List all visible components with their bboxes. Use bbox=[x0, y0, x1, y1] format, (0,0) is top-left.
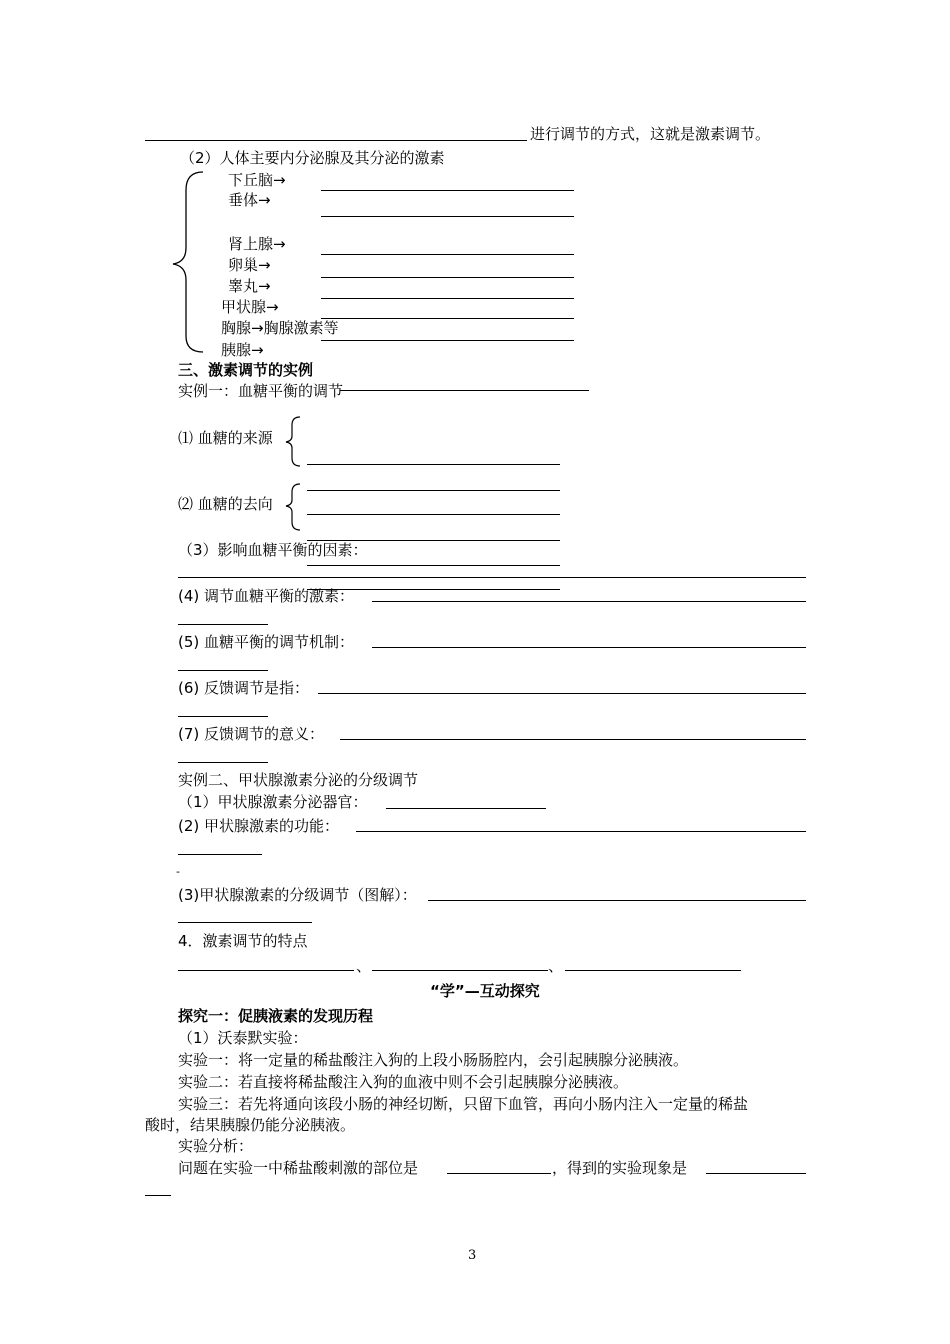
gland-pituitary: 垂体→ bbox=[228, 191, 271, 209]
gland-testis: 睾丸→ bbox=[228, 277, 271, 295]
answer-blank[interactable] bbox=[307, 490, 560, 491]
answer-blank[interactable] bbox=[321, 254, 574, 255]
analysis-label: 实验分析： bbox=[178, 1137, 254, 1155]
answer-blank[interactable] bbox=[178, 577, 806, 578]
case2-question-3: (3)甲状腺激素的分级调节（图解）： bbox=[178, 886, 417, 904]
answer-blank[interactable] bbox=[428, 900, 806, 901]
page-number: 3 bbox=[468, 1248, 477, 1263]
case2-title: 实例二、甲状腺激素分泌的分级调节 bbox=[178, 771, 419, 789]
answer-blank[interactable] bbox=[340, 739, 806, 740]
answer-blank[interactable] bbox=[356, 831, 806, 832]
answer-blank[interactable] bbox=[321, 216, 574, 217]
case1-title: 实例一：血糖平衡的调节 bbox=[178, 382, 344, 400]
gland-adrenal: 肾上腺→ bbox=[228, 235, 286, 253]
gland-hypothalamus: 下丘脑→ bbox=[228, 171, 286, 189]
answer-blank[interactable] bbox=[321, 190, 574, 191]
gland-thyroid: 甲状腺→ bbox=[221, 298, 279, 316]
analysis-question-part2: ，得到的实验现象是 bbox=[552, 1159, 688, 1177]
question-4-hormones: (4) 调节血糖平衡的激素： bbox=[178, 587, 355, 605]
answer-blank[interactable] bbox=[706, 1173, 806, 1174]
answer-blank[interactable] bbox=[321, 298, 574, 299]
explore-title: 探究一：促胰液素的发现历程 bbox=[178, 1007, 374, 1025]
answer-blank[interactable] bbox=[386, 808, 546, 809]
question-6-feedback: (6) 反馈调节是指： bbox=[178, 679, 310, 697]
answer-blank[interactable] bbox=[321, 340, 574, 341]
analysis-question-part1: 问题在实验一中稀盐酸刺激的部位是 bbox=[178, 1159, 419, 1177]
answer-blank[interactable] bbox=[178, 854, 262, 855]
section3-title: 三、激素调节的实例 bbox=[178, 361, 314, 379]
experiment-1: 实验一：将一定量的稀盐酸注入狗的上段小肠肠腔内，会引起胰腺分泌胰液。 bbox=[178, 1051, 689, 1069]
explore-heading: “学”—互动探究 bbox=[430, 982, 540, 1000]
question-3-factors: （3）影响血糖平衡的因素： bbox=[178, 541, 368, 559]
answer-blank[interactable] bbox=[307, 565, 560, 566]
answer-blank[interactable] bbox=[321, 318, 574, 319]
answer-blank[interactable] bbox=[447, 1173, 551, 1174]
answer-blank[interactable] bbox=[318, 693, 806, 694]
glucose-fate-label: ⑵ 血糖的去向 bbox=[178, 495, 273, 513]
separator: 、 bbox=[356, 957, 372, 975]
answer-blank[interactable] bbox=[321, 277, 574, 278]
experiment-2: 实验二：若直接将稀盐酸注入狗的血液中则不会引起胰腺分泌胰液。 bbox=[178, 1073, 629, 1091]
answer-blank[interactable] bbox=[372, 601, 806, 602]
answer-blank[interactable] bbox=[372, 647, 806, 648]
answer-blank[interactable] bbox=[307, 514, 560, 515]
answer-blank[interactable] bbox=[178, 670, 268, 671]
case2-question-1: （1）甲状腺激素分泌器官： bbox=[178, 793, 368, 811]
answer-blank[interactable] bbox=[372, 970, 548, 971]
glands-heading: （2）人体主要内分泌腺及其分泌的激素 bbox=[180, 149, 445, 167]
separator: 、 bbox=[548, 957, 564, 975]
question-5-mechanism: (5) 血糖平衡的调节机制： bbox=[178, 633, 355, 651]
gland-pancreas: 胰腺→ bbox=[221, 341, 264, 359]
answer-blank[interactable] bbox=[178, 624, 268, 625]
answer-blank[interactable] bbox=[145, 1195, 171, 1196]
experiment-3-line1: 实验三：若先将通向该段小肠的神经切断，只留下血管，再向小肠内注入一定量的稀盐 bbox=[178, 1095, 749, 1113]
gland-thymus: 胸腺→胸腺激素等 bbox=[221, 319, 339, 337]
answer-blank[interactable] bbox=[565, 970, 741, 971]
stray-dash: - bbox=[176, 865, 180, 878]
answer-blank[interactable] bbox=[178, 922, 312, 923]
answer-blank[interactable] bbox=[178, 970, 354, 971]
hormone-definition-tail: 进行调节的方式，这就是激素调节。 bbox=[530, 125, 771, 143]
answer-blank[interactable] bbox=[178, 762, 268, 763]
case2-question-2: (2) 甲状腺激素的功能： bbox=[178, 817, 340, 835]
question-7-significance: (7) 反馈调节的意义： bbox=[178, 725, 325, 743]
answer-blank[interactable] bbox=[178, 716, 268, 717]
glucose-source-label: ⑴ 血糖的来源 bbox=[178, 429, 273, 447]
answer-blank[interactable] bbox=[340, 390, 589, 391]
features-title: 4．激素调节的特点 bbox=[178, 932, 308, 950]
answer-blank[interactable] bbox=[307, 464, 560, 465]
wertheimer-subtitle: （1）沃泰默实验： bbox=[178, 1029, 308, 1047]
gland-ovary: 卵巢→ bbox=[228, 256, 271, 274]
experiment-3-line2: 酸时，结果胰腺仍能分泌胰液。 bbox=[145, 1116, 356, 1134]
